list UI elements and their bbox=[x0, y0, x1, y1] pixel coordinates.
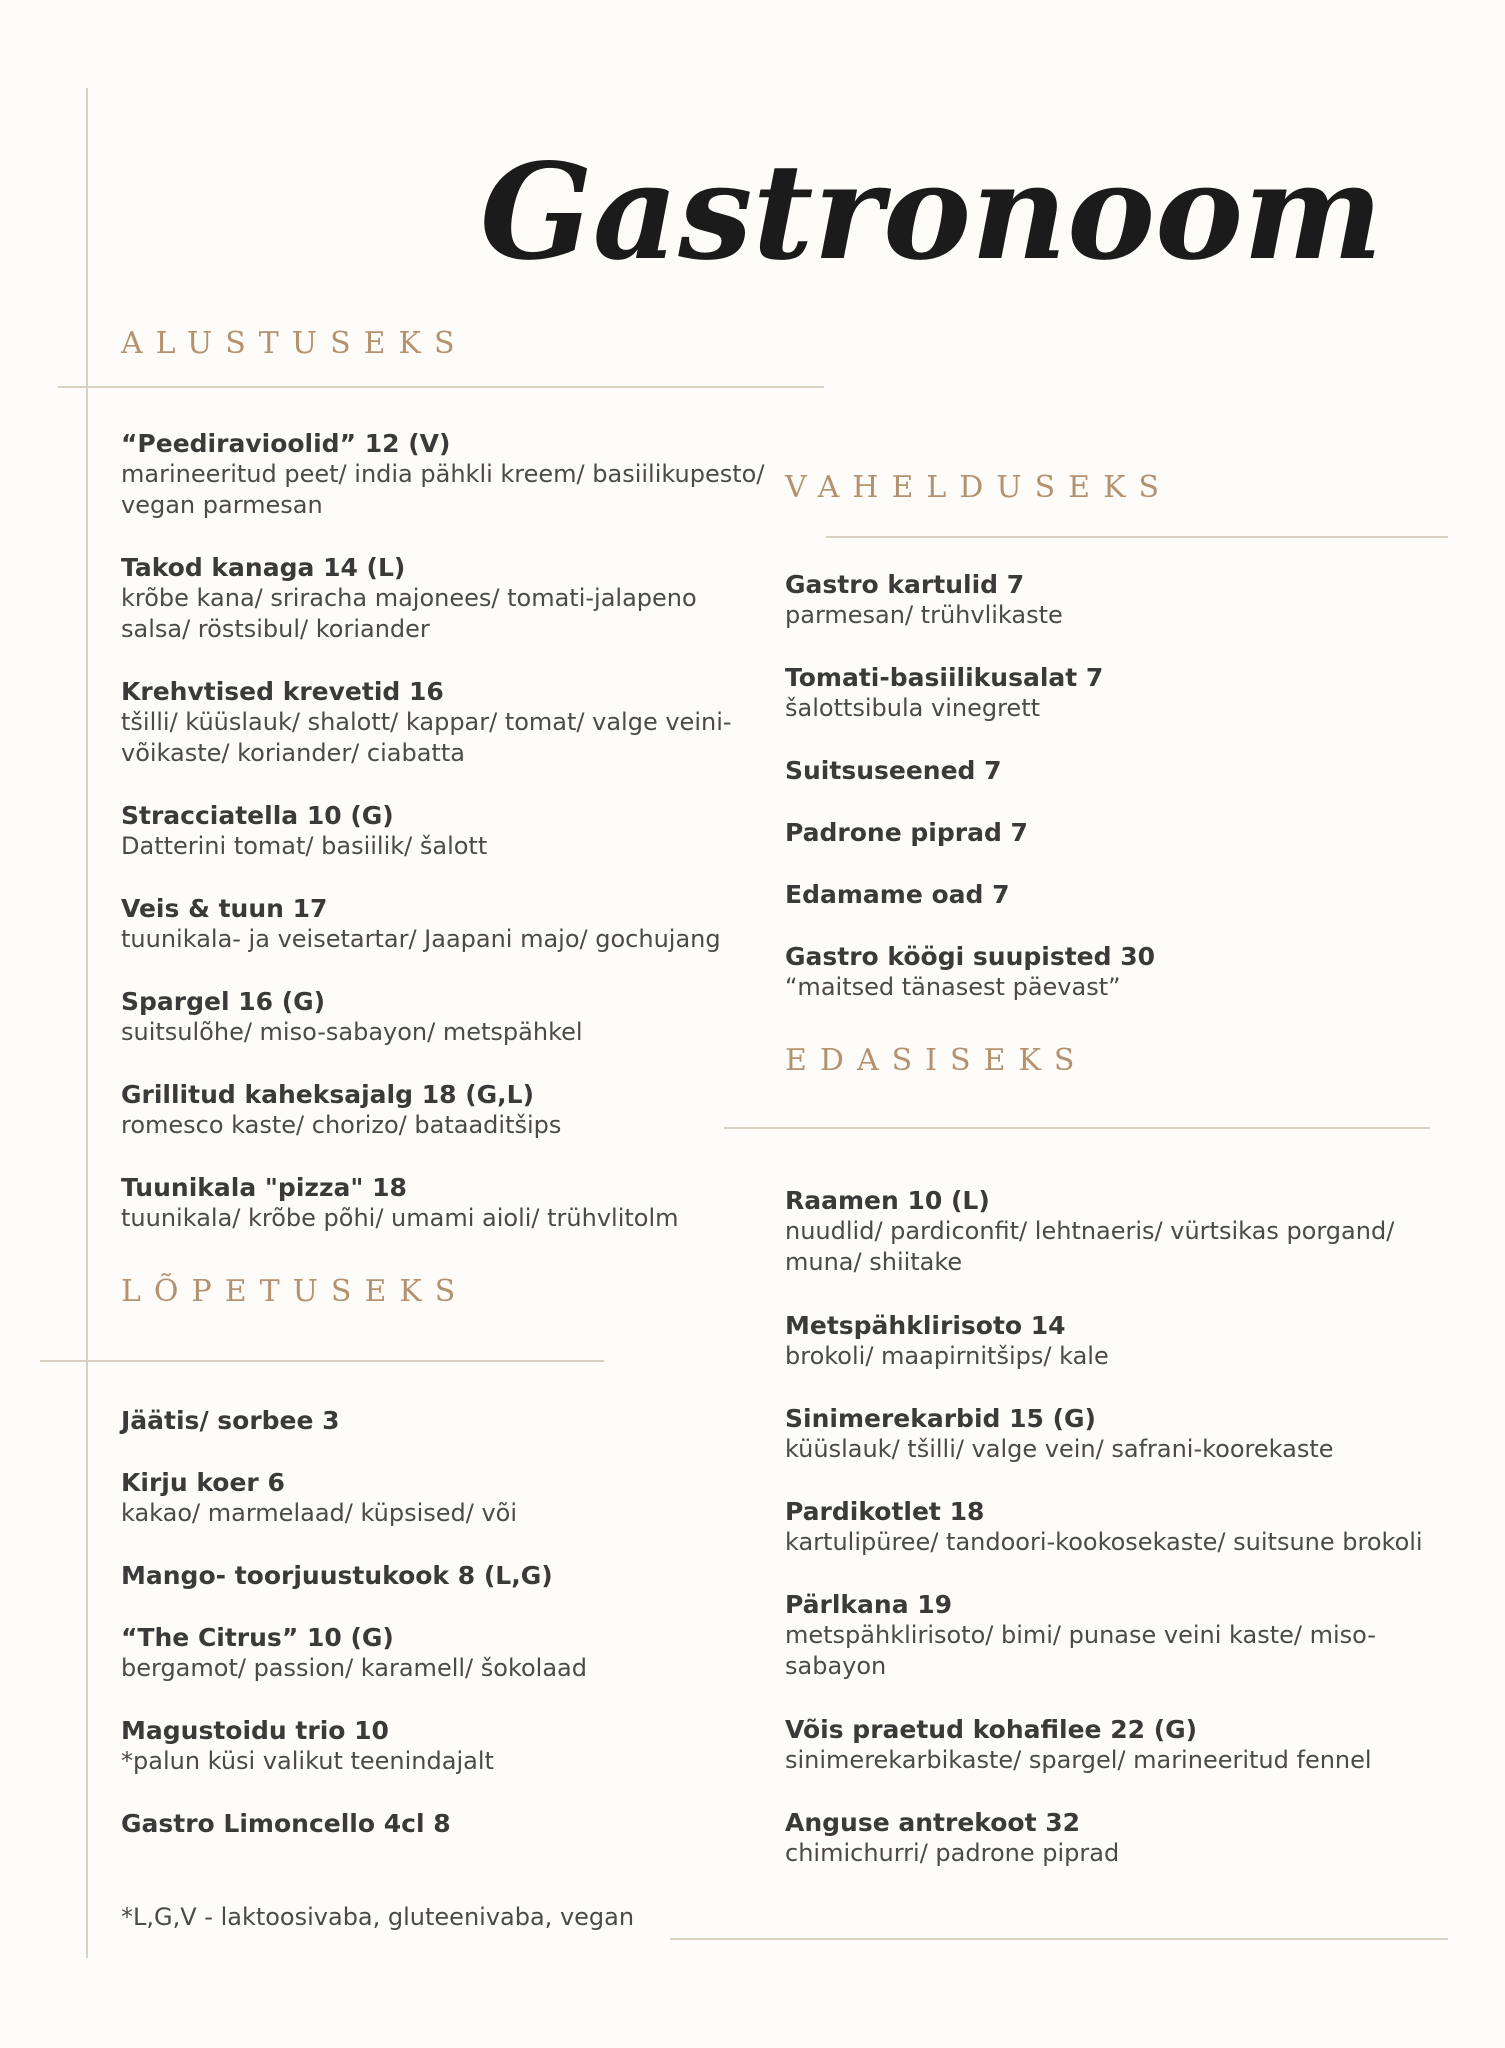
item-desc: krõbe kana/ sriracha majonees/ tomati-jalapeno bbox=[121, 584, 697, 612]
item-name: Suitsuseened 7 bbox=[785, 756, 1002, 785]
item-desc: marineeritud peet/ india pähkli kreem/ basiilikupesto/ bbox=[121, 460, 765, 488]
divider-lopetuseks bbox=[40, 1360, 604, 1362]
menu-item-takod-kanaga bbox=[121, 552, 841, 645]
item-name: Kirju koer 6 bbox=[121, 1468, 285, 1497]
item-desc: tuunikala- ja veisetartar/ Jaapani majo/ gochujang bbox=[121, 925, 721, 953]
menu-item-mango-toorjuustukook bbox=[121, 1560, 841, 1591]
divider-bottom bbox=[670, 1938, 1448, 1940]
menu-item-jaatis-sorbee bbox=[121, 1405, 841, 1436]
menu-item-raamen bbox=[785, 1185, 1505, 1278]
menu-item-veis-tuun bbox=[121, 893, 841, 955]
menu-item-gastro-limoncello bbox=[121, 1808, 841, 1839]
menu-item-sinimerekarbid bbox=[785, 1403, 1505, 1465]
item-desc: metspähklirisoto/ bimi/ punase veini kaste/ miso- bbox=[785, 1621, 1376, 1649]
menu-item-krehvtised-krevetid bbox=[121, 676, 841, 769]
item-desc: “maitsed tänasest päevast” bbox=[785, 973, 1121, 1001]
item-name: Gastro köögi suupisted 30 bbox=[785, 942, 1156, 971]
menu-item-parlkana bbox=[785, 1589, 1505, 1682]
menu-item-padrone-piprad bbox=[785, 817, 1505, 848]
item-name: Mango- toorjuustukook 8 (L,G) bbox=[121, 1561, 553, 1590]
item-desc: romesco kaste/ chorizo/ bataaditšips bbox=[121, 1111, 562, 1139]
item-name: Tomati-basiilikusalat 7 bbox=[785, 663, 1104, 692]
item-desc: bergamot/ passion/ karamell/ šokolaad bbox=[121, 1654, 587, 1682]
item-name: “The Citrus” 10 (G) bbox=[121, 1623, 394, 1652]
menu-item-peediravioolid bbox=[121, 428, 841, 521]
item-name: “Peediravioolid” 12 (V) bbox=[121, 429, 451, 458]
item-name: Pardikotlet 18 bbox=[785, 1497, 985, 1526]
menu-item-magustoidu-trio bbox=[121, 1715, 841, 1777]
item-desc: kakao/ marmelaad/ küpsised/ või bbox=[121, 1499, 518, 1527]
item-desc: chimichurri/ padrone piprad bbox=[785, 1839, 1120, 1867]
item-name: Spargel 16 (G) bbox=[121, 987, 326, 1016]
menu-item-edamame-oad bbox=[785, 879, 1505, 910]
section-title-vahelduseks: VAHELDUSEKS bbox=[785, 470, 1173, 505]
divider-vahelduseks bbox=[826, 536, 1448, 538]
menu-item-spargel bbox=[121, 986, 841, 1048]
menu-item-suitsuseened bbox=[785, 755, 1505, 786]
item-name: Anguse antrekoot 32 bbox=[785, 1808, 1081, 1837]
logo-text: Gastronoom bbox=[480, 135, 1383, 290]
left-vertical-rule bbox=[86, 88, 88, 1958]
menu-item-metspahklirisoto bbox=[785, 1310, 1505, 1372]
item-desc: tšilli/ küüslauk/ shalott/ kappar/ tomat/ valge veini- bbox=[121, 708, 732, 736]
menu-item-vois-praetud-kohafilee bbox=[785, 1714, 1505, 1776]
item-desc: muna/ shiitake bbox=[785, 1248, 963, 1276]
menu-item-tomati-basiilikusalat bbox=[785, 662, 1505, 724]
item-name: Raamen 10 (L) bbox=[785, 1186, 990, 1215]
item-name: Grillitud kaheksajalg 18 (G,L) bbox=[121, 1080, 535, 1109]
item-desc: suitsulõhe/ miso-sabayon/ metspähkel bbox=[121, 1018, 583, 1046]
item-desc: kartulipüree/ tandoori-kookosekaste/ suitsune brokoli bbox=[785, 1528, 1423, 1556]
item-name: Edamame oad 7 bbox=[785, 880, 1010, 909]
item-name: Jäätis/ sorbee 3 bbox=[121, 1406, 340, 1435]
item-desc: sinimerekarbikaste/ spargel/ marineeritud fennel bbox=[785, 1746, 1372, 1774]
menu-item-kirju-koer bbox=[121, 1467, 841, 1529]
item-desc: sabayon bbox=[785, 1652, 887, 1680]
item-desc: salsa/ röstsibul/ koriander bbox=[121, 615, 430, 643]
item-name: Padrone piprad 7 bbox=[785, 818, 1028, 847]
menu-item-tuunikala-pizza bbox=[121, 1172, 841, 1234]
menu-item-the-citrus bbox=[121, 1622, 841, 1684]
menu-item-grillitud-kaheksajalg bbox=[121, 1079, 841, 1141]
item-name: Krehvtised krevetid 16 bbox=[121, 677, 444, 706]
dietary-footnote: *L,G,V - laktoosivaba, gluteenivaba, vegan bbox=[121, 1903, 635, 1931]
item-desc: küüslauk/ tšilli/ valge vein/ safrani-koorekaste bbox=[785, 1435, 1334, 1463]
divider-alustuseks bbox=[58, 386, 824, 388]
item-name: Pärlkana 19 bbox=[785, 1590, 953, 1619]
menu-item-gastro-koogi-suupisted bbox=[785, 941, 1505, 1003]
item-name: Magustoidu trio 10 bbox=[121, 1716, 389, 1745]
section-title-edasiseks: EDASISEKS bbox=[785, 1043, 1088, 1078]
item-desc: Datterini tomat/ basiilik/ šalott bbox=[121, 832, 488, 860]
menu-item-anguse-antrekoot bbox=[785, 1807, 1505, 1869]
item-desc: tuunikala/ krõbe põhi/ umami aioli/ trühvlitolm bbox=[121, 1204, 679, 1232]
section-title-alustuseks: ALUSTUSEKS bbox=[121, 326, 468, 361]
item-name: Võis praetud kohafilee 22 (G) bbox=[785, 1715, 1198, 1744]
item-desc: brokoli/ maapirnitšips/ kale bbox=[785, 1342, 1109, 1370]
item-desc: nuudlid/ pardiconfit/ lehtnaeris/ vürtsikas porgand/ bbox=[785, 1217, 1395, 1245]
item-name: Stracciatella 10 (G) bbox=[121, 801, 394, 830]
item-name: Gastro Limoncello 4cl 8 bbox=[121, 1809, 451, 1838]
item-desc: võikaste/ koriander/ ciabatta bbox=[121, 739, 465, 767]
menu-item-stracciatella bbox=[121, 800, 841, 862]
item-name: Sinimerekarbid 15 (G) bbox=[785, 1404, 1096, 1433]
item-desc: vegan parmesan bbox=[121, 491, 323, 519]
item-desc: *palun küsi valikut teenindajalt bbox=[121, 1747, 494, 1775]
item-name: Tuunikala "pizza" 18 bbox=[121, 1173, 407, 1202]
section-title-lopetuseks: LÕPETUSEKS bbox=[121, 1274, 469, 1309]
gastronoom-logo bbox=[480, 110, 1383, 310]
menu-item-pardikotlet bbox=[785, 1496, 1505, 1558]
item-desc: parmesan/ trühvlikaste bbox=[785, 601, 1063, 629]
item-desc: šalottsibula vinegrett bbox=[785, 694, 1041, 722]
item-name: Gastro kartulid 7 bbox=[785, 570, 1025, 599]
item-name: Veis & tuun 17 bbox=[121, 894, 328, 923]
item-name: Takod kanaga 14 (L) bbox=[121, 553, 406, 582]
item-name: Metspähklirisoto 14 bbox=[785, 1311, 1066, 1340]
menu-item-gastro-kartulid bbox=[785, 569, 1505, 631]
